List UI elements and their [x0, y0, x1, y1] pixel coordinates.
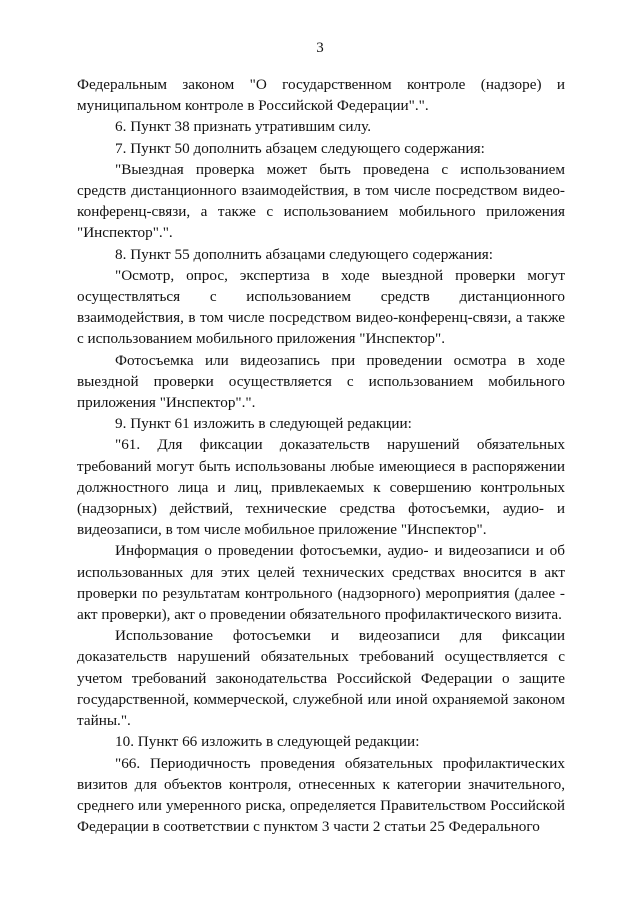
- page-number: 3: [316, 40, 324, 56]
- paragraph-4: "Выездная проверка может быть проведена с использованием средств дистанционного взаимодействия, в том числе посредством видео-конференц-связи, а также с использованием мобильного приложения "Инспектор".".: [77, 160, 565, 242]
- paragraph-7: Фотосъемка или видеозапись при проведении осмотра в ходе выездной проверки осуществляется с использованием мобильного приложения "Инспектор".".: [77, 351, 565, 412]
- paragraph-8: 9. Пункт 61 изложить в следующей редакции:: [115, 415, 412, 433]
- paragraph-10: Информация о проведении фотосъемки, аудио- и видеозаписи и об использованных для этих целей технических средствах вносится в акт проверки по результатам контрольного (надзорного) мероприятия (далее - акт проверки), акт о проведении обязательного профилактического визита.: [77, 542, 565, 624]
- paragraph-5: 8. Пункт 55 дополнить абзацами следующего содержания:: [115, 245, 493, 263]
- paragraph-12: 10. Пункт 66 изложить в следующей редакции:: [115, 733, 420, 751]
- document-body: [77, 74, 565, 837]
- paragraph-11: Использование фотосъемки и видеозаписи для фиксации доказательств нарушений обязательных требований осуществляется с учетом требований законодательства Российской Федерации о защите государственной, коммерческой, служебной или иной охраняемой законом тайны.".: [77, 627, 565, 730]
- paragraph-9: "61. Для фиксации доказательств нарушений обязательных требований могут быть использованы любые имеющиеся в распоряжении должностного лица и лиц, привлекаемых к совершению контрольных (надзорных) действий, технические средства фотосъемки, аудио- и видеозаписи, в том числе мобильное приложение "Инспектор".: [77, 436, 565, 539]
- paragraph-3: 7. Пункт 50 дополнить абзацем следующего содержания:: [115, 139, 485, 157]
- paragraph-6: "Осмотр, опрос, экспертиза в ходе выездной проверки могут осуществляться с использованием средств дистанционного взаимодействия, в том числе посредством видео-конференц-связи, а также с использованием мобильного приложения "Инспектор".: [77, 266, 565, 348]
- paragraph-1: Федеральным законом "О государственном контроле (надзоре) и муниципальном контроле в Российской Федерации".".: [77, 76, 565, 115]
- paragraph-13: "66. Периодичность проведения обязательных профилактических визитов для объектов контроля, отнесенных к категории значительного, среднего или умеренного риска, определяется Правительством Российской Федерации в соответствии с пунктом 3 части 2 статьи 25 Федерального: [77, 754, 565, 836]
- paragraph-2: 6. Пункт 38 признать утратившим силу.: [115, 118, 371, 136]
